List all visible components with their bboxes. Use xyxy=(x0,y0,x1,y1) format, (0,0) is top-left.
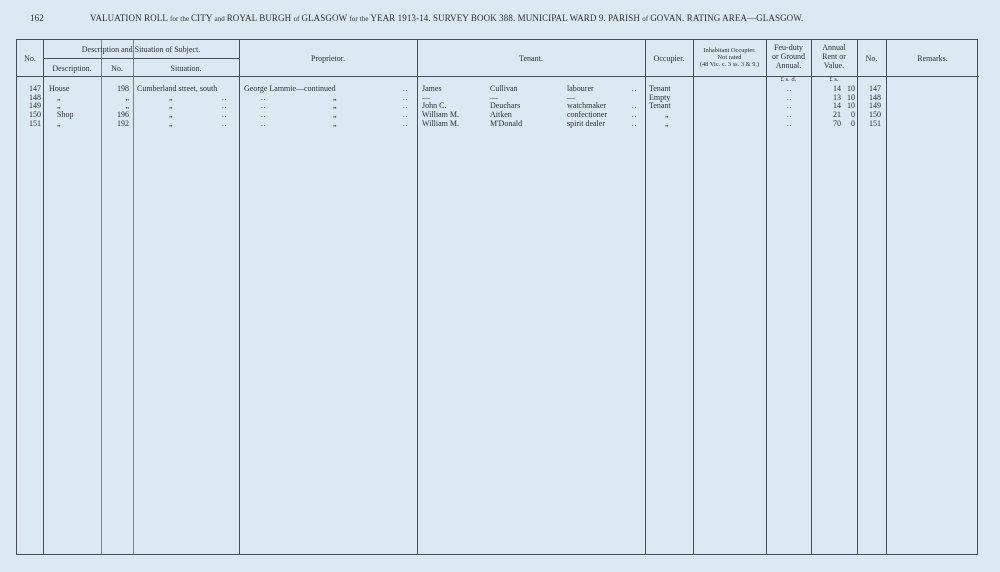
situation-cell: „ xyxy=(169,118,173,128)
tenant-first-name: James xyxy=(422,84,442,93)
row-number-right: 150 xyxy=(869,110,881,120)
description-cell: „ xyxy=(57,101,61,111)
feu-line-3: Annual. xyxy=(775,61,802,70)
col-header-feu-duty xyxy=(766,43,811,70)
title-part: for the xyxy=(170,15,192,23)
tenant-dots: .. xyxy=(632,102,638,111)
col-header-no: No. xyxy=(24,54,36,63)
feu-duty-cell: .. xyxy=(787,85,793,93)
proprietor-dots-left: .. xyxy=(261,119,267,128)
tenant-occupation: watchmaker xyxy=(567,101,607,111)
rent-currency-head: £ s. xyxy=(829,76,839,83)
tenant-surname: Aitken xyxy=(490,110,512,120)
tenant-surname: — xyxy=(490,92,498,102)
situation-cell: „ xyxy=(169,110,173,120)
col-header-annual-rent xyxy=(811,43,857,70)
proprietor-cell: „ xyxy=(333,92,337,102)
inhabitant-line-2: Not rated xyxy=(717,54,742,61)
tenant-occupation: labourer xyxy=(567,84,594,93)
description-cell: „ xyxy=(57,92,61,102)
col-header-occupier: Occupier. xyxy=(653,54,685,63)
tenant-first-name: William M. xyxy=(422,110,460,120)
rent-shillings-cell: 10 xyxy=(847,92,855,102)
proprietor-cell: „ xyxy=(333,101,337,111)
inhabitant-line-1: Inhabitant Occupier. xyxy=(703,47,756,54)
rent-pounds-cell: 70 xyxy=(833,118,841,128)
occupier-cell: Tenant xyxy=(649,84,671,93)
number-cell: 192 xyxy=(117,118,129,128)
title-part: VALUATION ROLL xyxy=(90,13,170,23)
rent-shillings-cell: 0 xyxy=(851,110,855,120)
proprietor-cell: „ xyxy=(333,118,337,128)
title-part: of xyxy=(293,15,302,23)
situation-dots: .. xyxy=(222,119,228,128)
inhabitant-line-3: (48 Vic. c. 3 ss. 3 & 9.) xyxy=(699,61,760,68)
proprietor-dots-left: .. xyxy=(261,111,267,120)
proprietor-dots: .. xyxy=(403,119,409,128)
col-header-description-group: Description and Situation of Subject. xyxy=(81,45,201,54)
proprietor-dots-left: .. xyxy=(261,102,267,111)
col-header-no-right: No. xyxy=(865,54,878,63)
rent-shillings-cell: 10 xyxy=(847,101,855,111)
tenant-dots: .. xyxy=(632,111,638,120)
description-cell: Shop xyxy=(57,110,74,120)
tenant-first-name: William M. xyxy=(422,118,460,128)
number-cell: „ xyxy=(125,92,129,102)
tenant-first-name: — xyxy=(422,92,430,102)
rent-shillings-cell: 10 xyxy=(847,84,855,93)
col-header-description: Description. xyxy=(52,64,92,73)
row-number: 148 xyxy=(29,92,41,102)
occupier-cell: Tenant xyxy=(649,101,671,111)
title-part: for the xyxy=(349,15,371,23)
rent-pounds-cell: 21 xyxy=(833,110,841,120)
col-header-inhabitant xyxy=(693,47,766,68)
title-part: YEAR 1913-14. SURVEY BOOK 388. MUNICIPAL WARD 9. PARISH xyxy=(370,13,643,23)
proprietor-dots-left: .. xyxy=(261,93,267,102)
situation-cell: „ xyxy=(169,101,173,111)
title-part: and xyxy=(214,15,227,23)
proprietor-dots: .. xyxy=(403,102,409,111)
title-part: GOVAN. RATING AREA—GLASGOW. xyxy=(650,13,804,23)
tenant-surname: Cullivan xyxy=(490,84,518,93)
roll-table xyxy=(16,39,978,555)
feu-duty-cell: .. xyxy=(787,93,793,102)
tenant-occupation: spirit dealer xyxy=(567,118,605,128)
rent-shillings-cell: 0 xyxy=(851,118,855,128)
row-number-right: 149 xyxy=(869,101,881,111)
situation-dots: .. xyxy=(222,111,228,120)
title-part: ROYAL BURGH xyxy=(226,13,294,23)
col-header-number: No. xyxy=(111,64,123,73)
title-part: GLASGOW xyxy=(301,13,350,23)
feu-currency-head: £ s. d. xyxy=(780,76,797,83)
row-number: 151 xyxy=(29,118,41,128)
tenant-occupation: confectioner xyxy=(567,110,607,120)
page-number: 162 xyxy=(30,13,44,23)
rent-line-1: Annual xyxy=(822,43,846,52)
row-number: 149 xyxy=(29,101,41,111)
description-cell: „ xyxy=(57,118,61,128)
row-number-right: 148 xyxy=(869,92,881,102)
number-cell: „ xyxy=(125,101,129,111)
situation-cell: „ xyxy=(169,92,173,102)
proprietor-dots: .. xyxy=(403,93,409,102)
tenant-occupation: — xyxy=(567,92,575,102)
rent-pounds-cell: 14 xyxy=(833,101,841,111)
occupier-cell: Empty xyxy=(649,92,671,102)
proprietor-dots: .. xyxy=(403,111,409,120)
occupier-cell: „ xyxy=(665,118,669,128)
rent-pounds-cell: 14 xyxy=(833,84,841,93)
page-title xyxy=(90,13,803,23)
feu-duty-cell: .. xyxy=(787,119,793,128)
tenant-dots: .. xyxy=(632,119,638,128)
proprietor-cell: „ xyxy=(333,110,337,120)
title-part: of xyxy=(642,15,651,23)
situation-cell: Cumberland street, south xyxy=(137,84,218,93)
description-cell: House xyxy=(49,84,70,93)
col-header-proprietor: Proprietor. xyxy=(311,54,345,63)
title-part: CITY xyxy=(191,13,215,23)
row-number: 147 xyxy=(29,84,41,93)
rent-line-3: Value. xyxy=(823,61,845,70)
row-number: 150 xyxy=(29,110,41,120)
tenant-surname: Deuchars xyxy=(490,101,521,111)
row-number-right: 151 xyxy=(869,118,881,128)
rent-line-2: Rent or xyxy=(822,52,846,61)
rent-pounds-cell: 13 xyxy=(833,92,841,102)
situation-dots: .. xyxy=(222,93,228,102)
feu-duty-cell: .. xyxy=(787,111,793,120)
feu-duty-cell: .. xyxy=(787,102,793,111)
feu-line-2: or Ground xyxy=(771,52,806,61)
col-header-remarks: Remarks. xyxy=(917,54,948,63)
tenant-dots: .. xyxy=(632,85,638,93)
occupier-cell: „ xyxy=(665,110,669,120)
col-header-tenant: Tenant. xyxy=(519,54,543,63)
number-cell: 196 xyxy=(117,110,129,120)
number-cell: 198 xyxy=(117,84,129,93)
tenant-first-name: John C. xyxy=(422,101,447,111)
situation-dots: .. xyxy=(222,102,228,111)
row-number-right: 147 xyxy=(869,84,881,93)
proprietor-cell: George Lammie—continued xyxy=(244,84,336,93)
tenant-surname: M'Donald xyxy=(490,118,523,128)
feu-line-1: Feu-duty xyxy=(774,43,803,52)
proprietor-dots: .. xyxy=(403,85,409,93)
col-header-situation: Situation. xyxy=(170,64,202,73)
